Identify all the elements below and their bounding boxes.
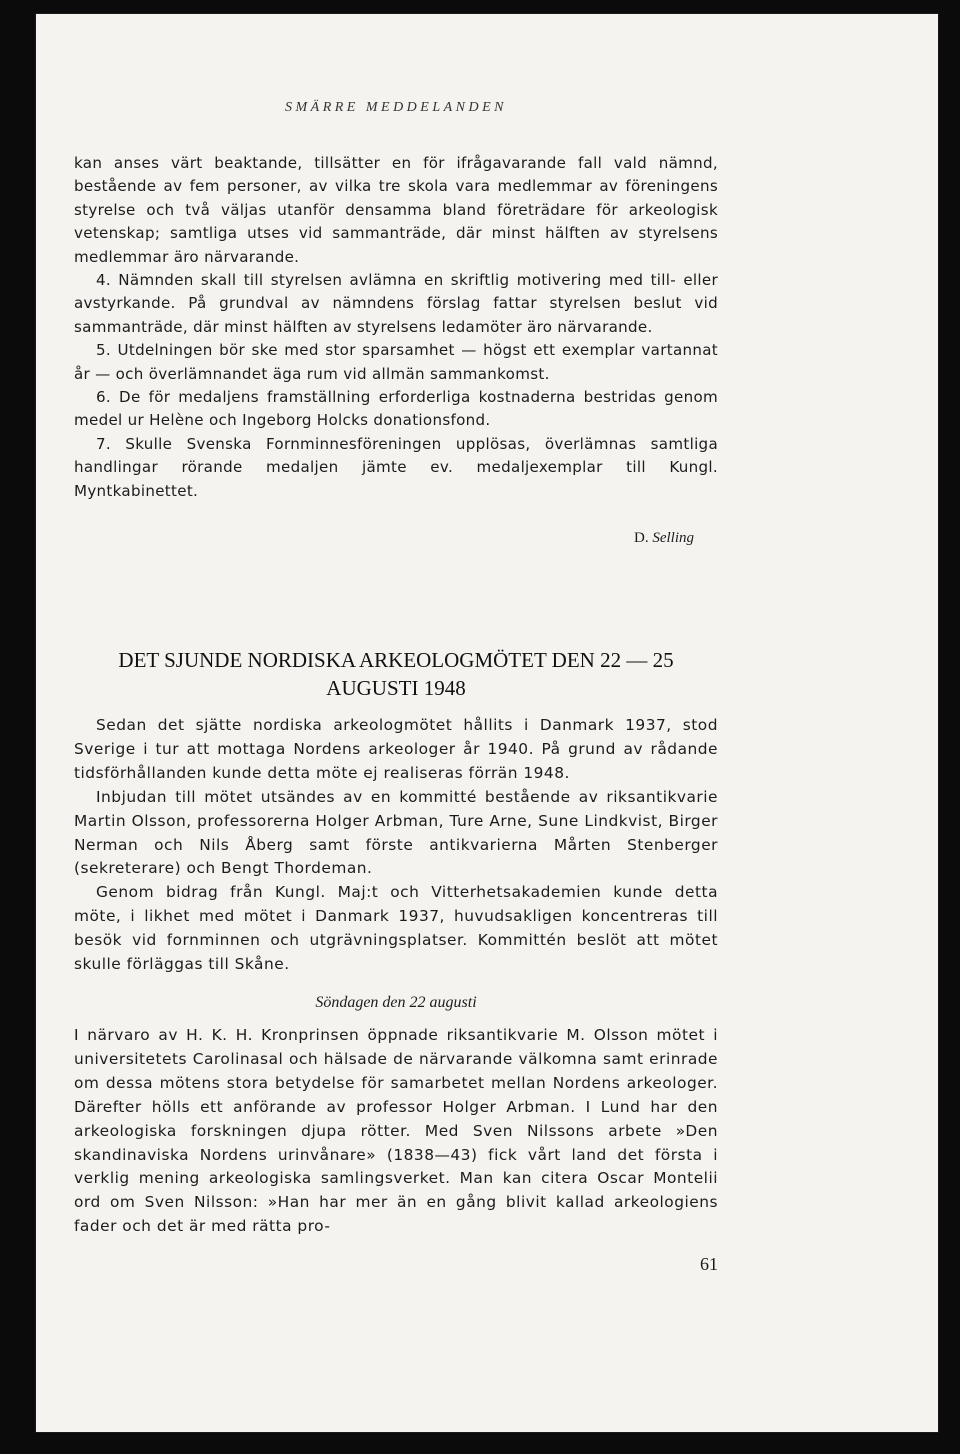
page-number: 61: [700, 1254, 718, 1274]
article-paragraph-2: Inbjudan till mötet utsändes av en kommitté bestående av riksantikvarie Martin Olsson, professorerna Holger Arbman, Ture Arne, Sune Lindkvist, Birger Nerman och Nils Åberg samt förste antikvarierna Mårten Stenberger (sekreterare) och Bengt Thordeman.: [74, 787, 718, 878]
statute-continuation: [74, 152, 718, 503]
article-intro: [74, 714, 718, 977]
day-section: [74, 1024, 718, 1239]
day-subheading: Söndagen den 22 augusti: [315, 994, 477, 1011]
day-paragraph: I närvaro av H. K. H. Kronprinsen öppnade riksantikvarie M. Olsson mötet i universitetets Carolinasal och hälsade de närvarande välkomna samt erinrade om dessa mötens stora betydelse för samarbetet mellan Nordens arkeologer. Därefter hölls ett anförande av professor Holger Arbman. I Lund har den arkeologiska forskningen djupa rötter. Med Sven Nilssons arbete »Den skandinaviska Nordens urinvånare» (1838—43) fick vårt land det första i verklig mening arkeologiska samlingsverket. Man kan citera Oscar Montelii ord om Sven Nilsson: »Han har mer än en gång blivit kallad arkeologiens fader och det är med rätta pro-: [74, 1026, 718, 1236]
article-title-line-1: DET SJUNDE NORDISKA ARKEOLOGMÖTET DEN 22 — 25: [118, 648, 674, 672]
article-title: [74, 646, 718, 702]
article-paragraph-3: Genom bidrag från Kungl. Maj:t och Vitterhetsakademien kunde detta möte, i likhet med mötet i Danmark 1937, huvudsakligen koncentreras till besök vid fornminnen och utgrävningsplatser. Kommittén beslöt att mötet skulle förläggas till Skåne.: [74, 883, 718, 974]
signature-surname: Selling: [652, 530, 694, 546]
running-head: SMÄRRE MEDDELANDEN: [284, 100, 508, 115]
statute-paragraph-3-end: kan anses värt beaktande, tillsätter en för ifrågavarande fall vald nämnd, bestående av fem personer, av vilka tre skola vara medlemmar av föreningens styrelse och två väljas utanför densamma bland företrädare för arkeologisk vetenskap; samtliga utses vid sammanträde, där minst hälften av styrelsens medlemmar äro närvarande.: [74, 154, 718, 266]
author-signature: [74, 530, 694, 547]
statute-paragraph-5: 5. Utdelningen bör ske med stor sparsamhet — högst ett exemplar vartannat år — och överlämnandet äga rum vid allmän sammankomst.: [74, 341, 718, 383]
article-title-line-2: AUGUSTI 1948: [326, 676, 466, 700]
signature-initial: D.: [633, 530, 649, 546]
article-paragraph-1: Sedan det sjätte nordiska arkeologmötet hållits i Danmark 1937, stod Sverige i tur att mottaga Nordens arkeologer år 1940. På grund av rådande tidsförhållanden kunde detta möte ej realiseras förrän 1948.: [74, 716, 718, 782]
statute-paragraph-4: 4. Nämnden skall till styrelsen avlämna en skriftlig motivering med till- eller avstyrkande. På grundval av nämndens förslag fattar styrelsen beslut vid sammanträde, där minst hälften av styrelsens ledamöter äro närvarande.: [74, 271, 718, 336]
statute-paragraph-6: 6. De för medaljens framställning erforderliga kostnaderna bestridas genom medel ur Helène och Ingeborg Holcks donationsfond.: [74, 388, 718, 430]
statute-paragraph-7: 7. Skulle Svenska Fornminnesföreningen upplösas, överlämnas samtliga handlingar rörande medaljen jämte ev. medaljexemplar till Kungl. Myntkabinettet.: [74, 434, 718, 500]
